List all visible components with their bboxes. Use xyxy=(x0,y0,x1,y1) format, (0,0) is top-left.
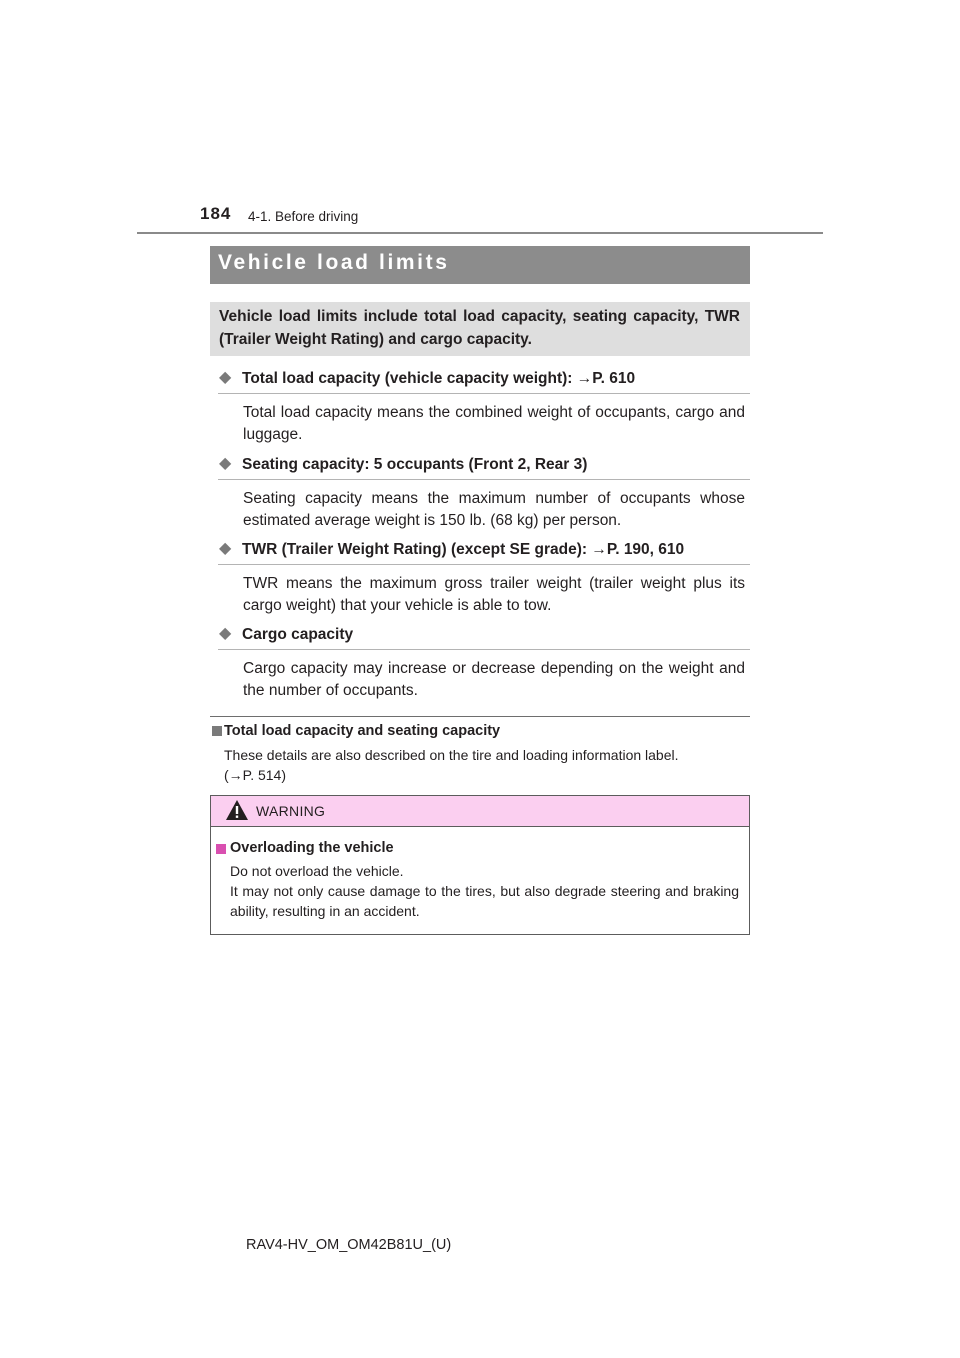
header-divider xyxy=(137,232,823,234)
square-bullet-icon xyxy=(216,844,226,854)
warning-body xyxy=(230,861,739,921)
item-body: Seating capacity means the maximum number of occupants whose estimated average weight is 150 lb. (68 kg) per person. xyxy=(243,490,745,529)
page-number: 184 xyxy=(200,204,232,223)
diamond-bullet-icon: ◆ xyxy=(219,540,232,557)
warning-triangle-icon xyxy=(225,799,249,821)
diamond-bullet-icon: ◆ xyxy=(219,625,232,642)
note-body xyxy=(224,745,746,785)
item-body: TWR means the maximum gross trailer weight (trailer weight plus its cargo weight) that your vehicle is able to tow. xyxy=(243,575,745,614)
item-body: Cargo capacity may increase or decrease depending on the weight and the number of occupants. xyxy=(243,660,745,699)
item-heading-seating xyxy=(218,452,750,480)
warning-box xyxy=(210,795,750,935)
page-title-bar xyxy=(210,246,750,284)
item-title: TWR (Trailer Weight Rating) (except SE grade): →P. 190, 610 xyxy=(242,541,685,558)
note-line: These details are also described on the tire and loading information label. xyxy=(224,747,679,763)
item-heading-total-load xyxy=(218,366,750,394)
warning-label: WARNING xyxy=(256,803,326,819)
warning-line: Do not overload the vehicle. xyxy=(230,863,404,879)
note-line: (→P. 514) xyxy=(224,767,286,783)
intro-box xyxy=(210,302,750,356)
warning-title: Overloading the vehicle xyxy=(230,840,394,856)
section-reference: 4-1. Before driving xyxy=(248,209,359,224)
square-bullet-icon xyxy=(212,726,222,736)
item-title: Cargo capacity xyxy=(242,626,354,643)
intro-text: Vehicle load limits include total load capacity, seating capacity, TWR (Trailer Weight Rating) and cargo capacity. xyxy=(219,308,740,348)
item-heading-cargo xyxy=(218,622,750,650)
item-title: Total load capacity (vehicle capacity weight): →P. 610 xyxy=(242,370,636,387)
diamond-bullet-icon: ◆ xyxy=(219,369,232,386)
footer-doc-code: RAV4-HV_OM_OM42B81U_(U) xyxy=(246,1237,452,1253)
page-title: Vehicle load limits xyxy=(218,251,450,274)
warning-line: It may not only cause damage to the tires, but also degrade steering and braking ability, resulting in an accident. xyxy=(230,883,739,919)
item-title: Seating capacity: 5 occupants (Front 2, Rear 3) xyxy=(242,456,588,473)
diamond-bullet-icon: ◆ xyxy=(219,455,232,472)
warning-header xyxy=(211,796,749,827)
note-title: Total load capacity and seating capacity xyxy=(224,723,501,739)
note-divider xyxy=(210,716,750,717)
item-body: Total load capacity means the combined weight of occupants, cargo and luggage. xyxy=(243,404,745,443)
item-heading-twr xyxy=(218,537,750,565)
